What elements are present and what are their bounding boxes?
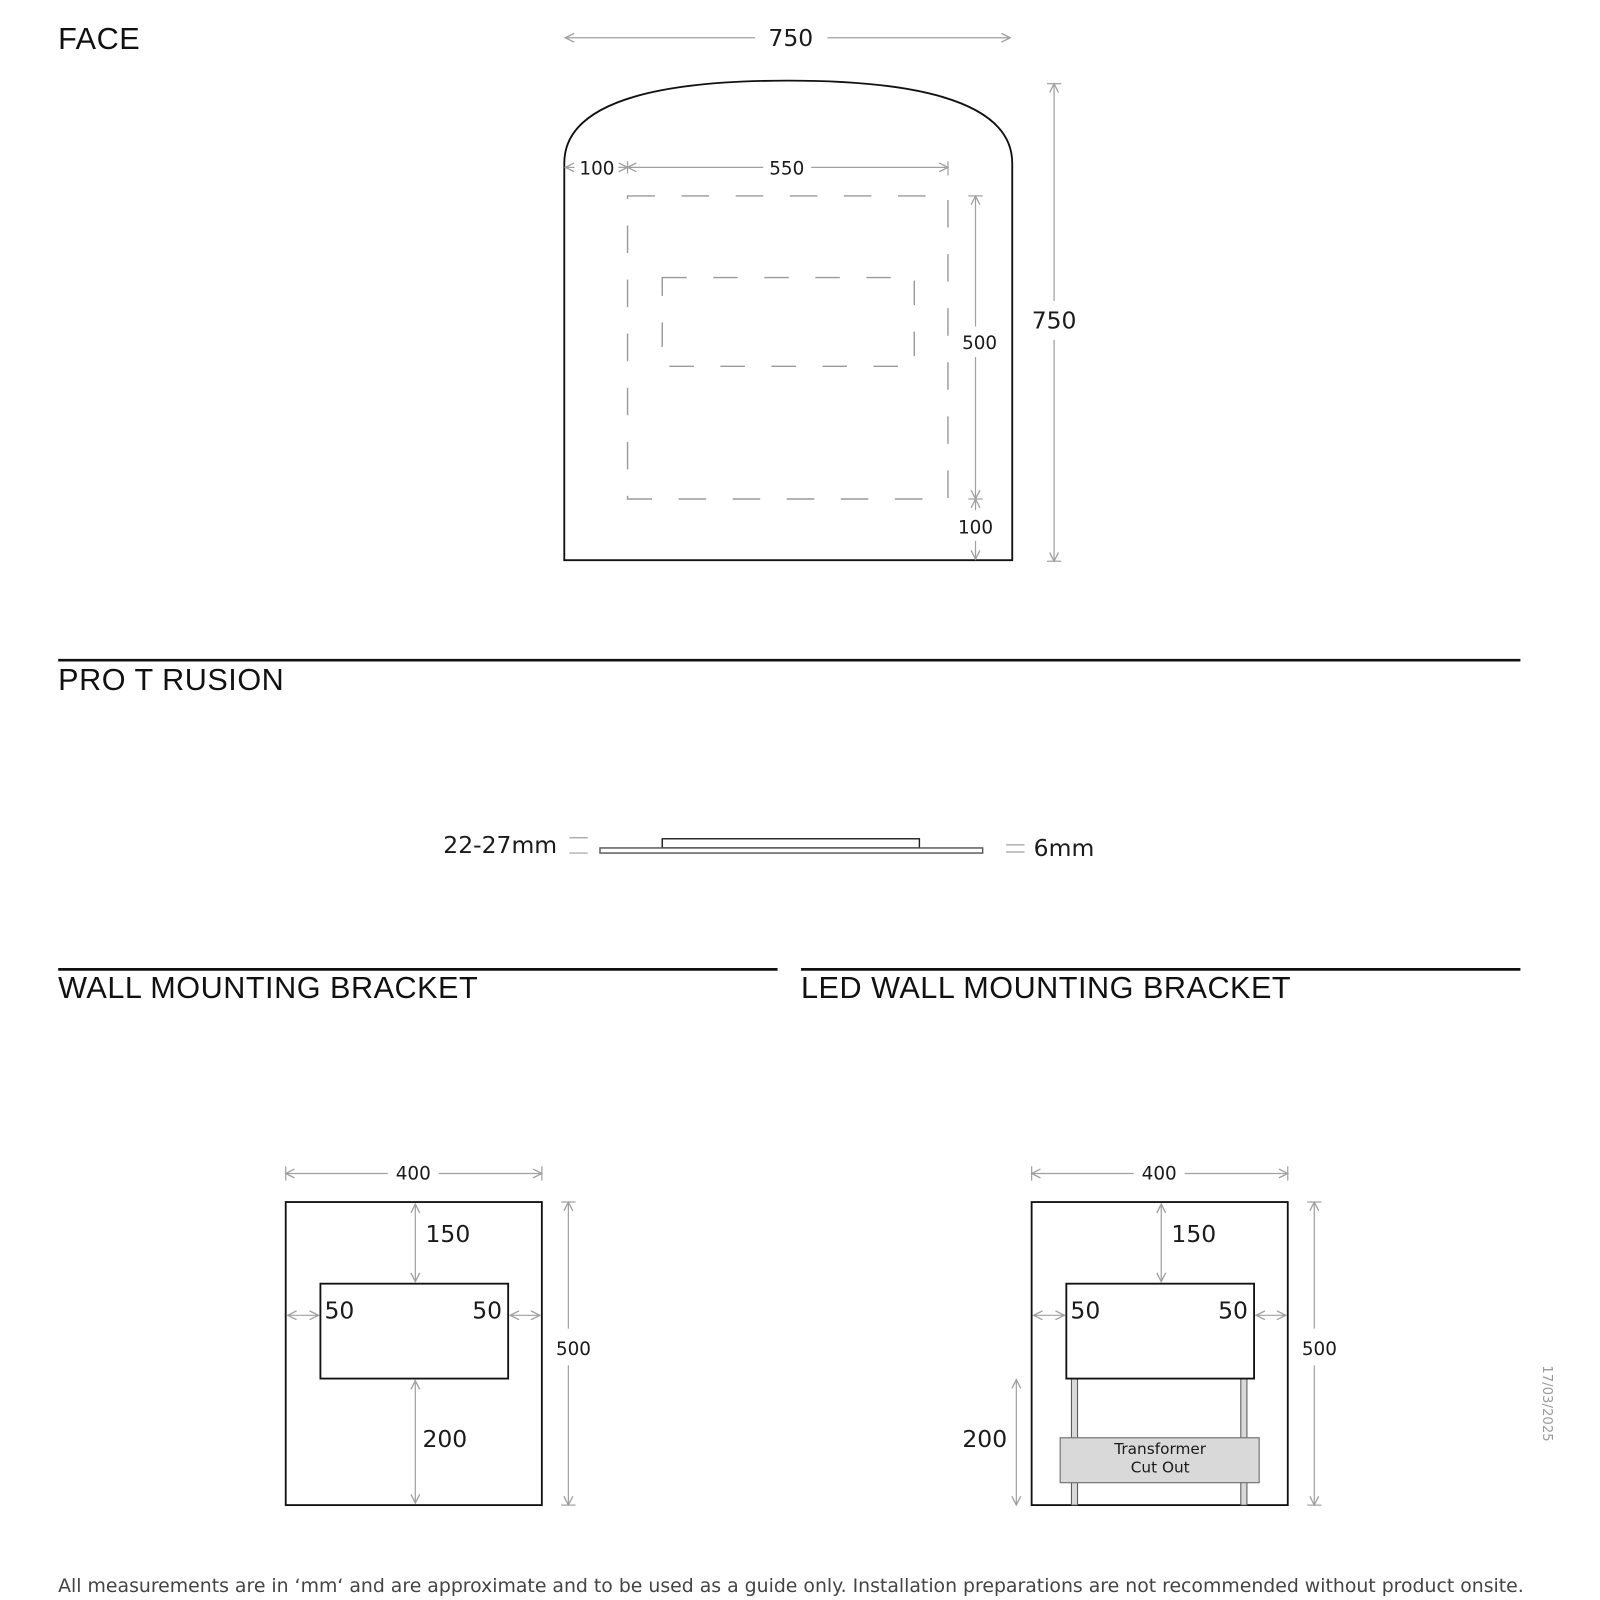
wall-bracket-left-label: 50 [324, 1296, 355, 1325]
led-bracket-top-label: 150 [1171, 1219, 1217, 1248]
face-bottom-margin-label: 100 [957, 517, 994, 539]
protrusion-title: PRO T RUSION [58, 662, 285, 697]
face-inner-width-dimension [565, 158, 948, 179]
face-left-margin-label: 100 [579, 158, 615, 180]
face-width-dimension [565, 24, 1010, 52]
wall-bracket-bottom-label: 200 [422, 1424, 468, 1453]
face-height-dimension [1032, 84, 1077, 562]
cutout-label-line1: Transformer [1114, 1440, 1207, 1459]
cutout-label-line2: Cut Out [1130, 1458, 1190, 1477]
mirror-glass-profile [600, 848, 983, 853]
face-section [58, 22, 1076, 561]
face-title: FACE [58, 21, 141, 56]
date-stamp: 17/03/2025 [1538, 1365, 1554, 1442]
led-bracket-right-label: 50 [1218, 1296, 1248, 1325]
wall-bracket-section [58, 969, 777, 1505]
glass-thickness-label: 6mm [1033, 834, 1095, 863]
led-bracket-bottom-label: 200 [962, 1424, 1008, 1453]
face-inner-height-label: 500 [962, 332, 998, 354]
protrusion-depth-label: 22-27mm [443, 831, 558, 860]
led-zone-inner-dashed [662, 278, 914, 367]
mirror-outline [564, 81, 1012, 561]
led-bracket-left-label: 50 [1070, 1296, 1101, 1325]
wall-bracket-width-label: 400 [395, 1163, 431, 1185]
led-bracket-height-label: 500 [1301, 1339, 1337, 1361]
wall-bracket-right-label: 50 [472, 1296, 503, 1325]
led-bracket-section [801, 969, 1520, 1505]
wall-bracket-title: WALL MOUNTING BRACKET [58, 970, 479, 1005]
face-inner-height-dimension [958, 196, 997, 559]
wall-bracket-outer [286, 1202, 542, 1505]
wall-bracket-height-label: 500 [555, 1339, 591, 1361]
led-strip-profile [662, 839, 919, 848]
led-zone-outer-dashed [628, 196, 948, 499]
footer-disclaimer: All measurements are in ‘mm‘ and are approximate and to be used as a guide only. Installation preparations are not recommended without product onsite. [58, 1574, 1524, 1597]
wall-bracket-top-label: 150 [425, 1219, 471, 1248]
face-height-label: 750 [1031, 306, 1077, 335]
face-width-label: 750 [768, 23, 814, 52]
led-bracket-width-label: 400 [1141, 1163, 1177, 1185]
protrusion-section [58, 660, 1520, 862]
led-bracket-title: LED WALL MOUNTING BRACKET [801, 970, 1292, 1005]
face-inner-width-label: 550 [769, 158, 805, 180]
